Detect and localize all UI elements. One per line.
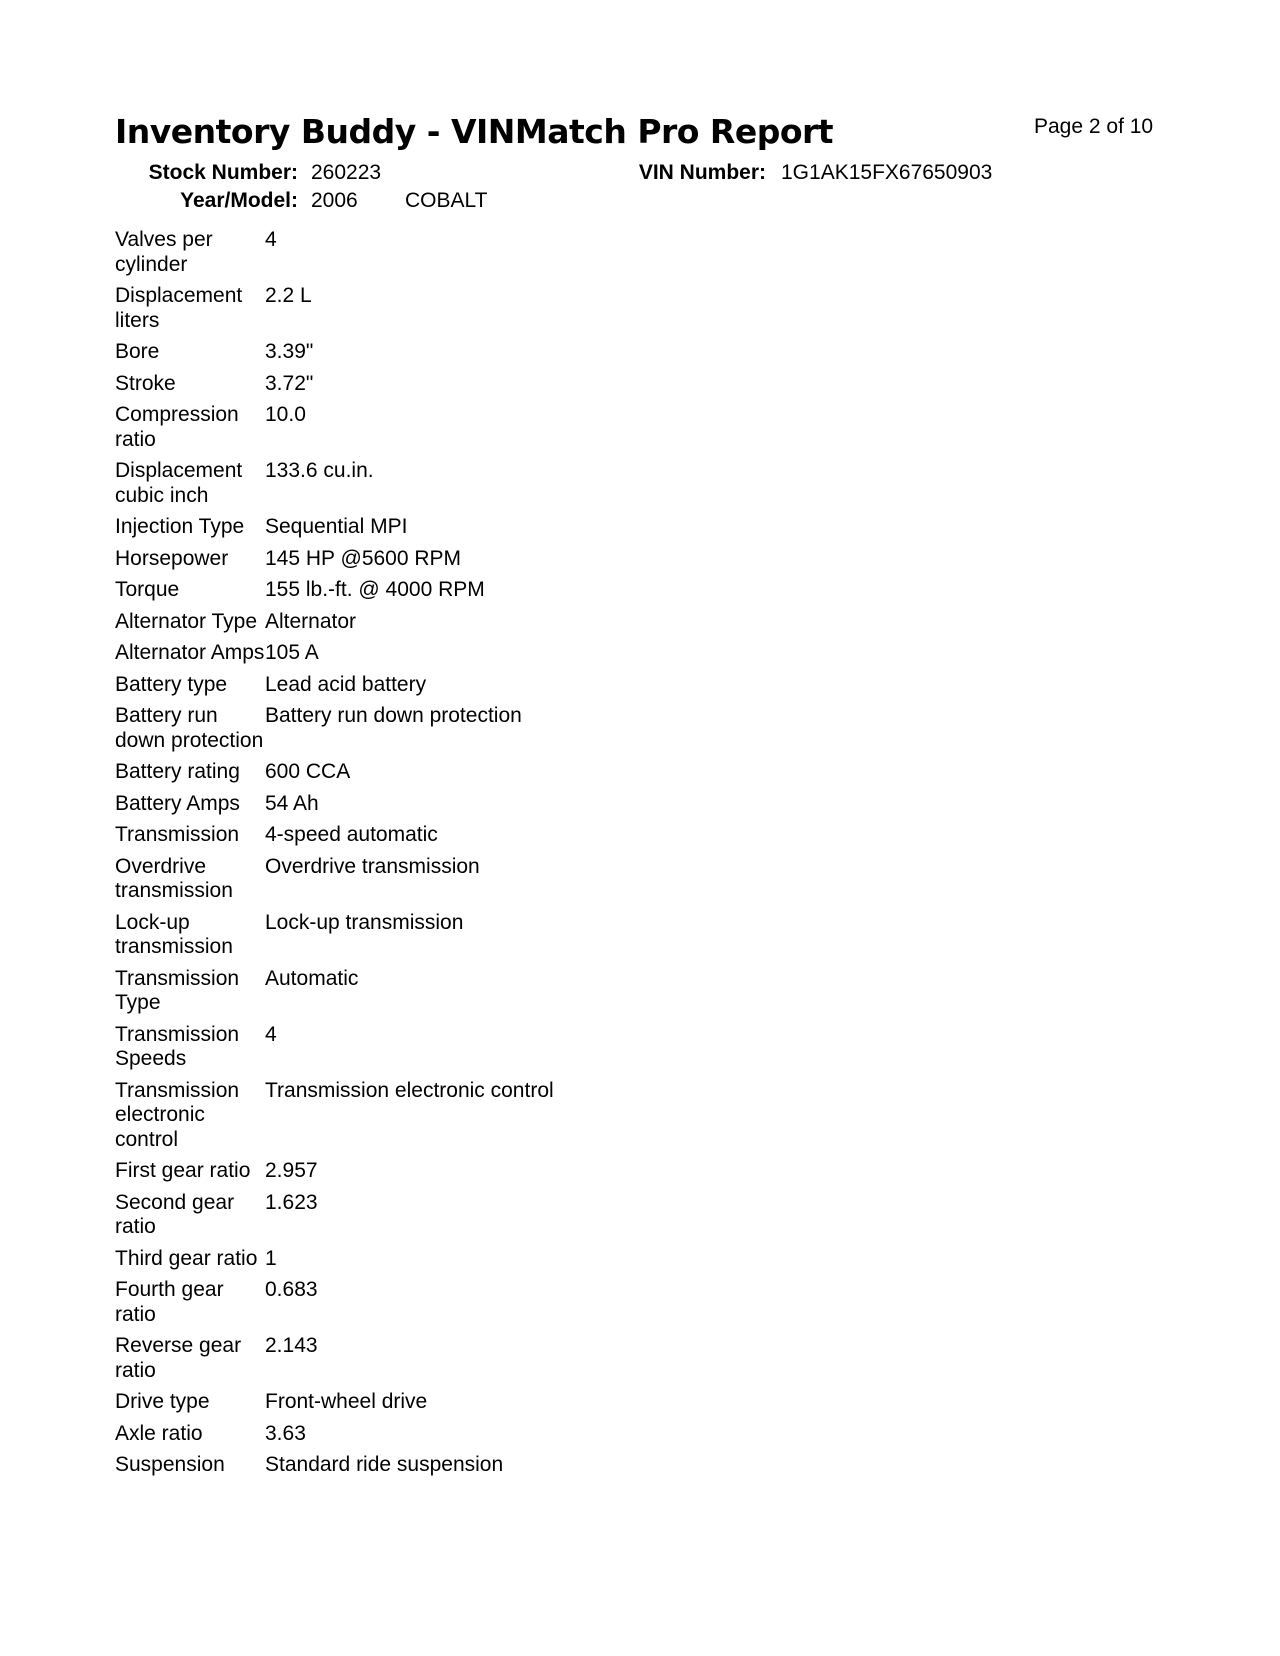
spec-value: 1 [265,1246,277,1270]
spec-label: Lock-up transmission [115,910,233,958]
spec-value: Alternator [265,609,357,633]
spec-row [115,1334,554,1390]
spec-label: Valves per cylinder [115,228,213,276]
spec-label: Battery rating [115,760,240,783]
spec-label: Drive type [115,1390,210,1413]
spec-table-body [115,228,554,1485]
spec-value: Overdrive transmission [265,854,480,878]
spec-row [115,704,554,760]
spec-value: 4 [265,1022,277,1046]
spec-row [115,284,554,340]
spec-label: Suspension [115,1453,225,1476]
spec-label: Compression ratio [115,403,239,451]
spec-row [115,1390,554,1422]
spec-label: Transmission [115,823,240,846]
spec-label: Alternator Amps [115,641,265,664]
spec-label: Displacement liters [115,284,243,332]
spec-label: Third gear ratio [115,1246,258,1270]
spec-value: 10.0 [265,403,306,426]
spec-label: Alternator Type [115,609,258,633]
spec-row [115,459,554,515]
spec-row [115,1422,554,1454]
spec-row [115,911,554,967]
year-model-label: Year/Model: [180,189,298,212]
spec-row [115,855,554,911]
spec-value: 1.623 [265,1190,318,1214]
spec-label: Battery type [115,672,228,696]
spec-value: 4-speed automatic [265,823,438,846]
spec-label: Displacement cubic inch [115,459,243,507]
spec-value: 600 CCA [265,760,351,783]
spec-row [115,547,554,579]
spec-row [115,403,554,459]
spec-value: 4 [265,228,277,251]
spec-value: 3.39" [265,340,314,363]
spec-label: First gear ratio [115,1159,251,1182]
spec-row [115,578,554,610]
spec-row [115,1278,554,1334]
spec-value: 105 A [265,641,319,664]
spec-label: Battery Amps [115,791,240,815]
spec-value: Front-wheel drive [265,1390,428,1413]
spec-row [115,372,554,404]
spec-value: 2.143 [265,1334,318,1357]
spec-row [115,792,554,824]
spec-label: Transmission Speeds [115,1022,240,1070]
spec-label: Reverse gear ratio [115,1334,242,1382]
spec-label: Battery run down protection [115,704,264,752]
spec-value: Standard ride suspension [265,1453,504,1476]
spec-value: Automatic [265,966,359,990]
spec-label: Transmission Type [115,966,240,1014]
spec-value: Lock-up transmission [265,910,464,934]
year-value: 2006 [311,189,358,212]
spec-value: Transmission electronic control [265,1078,554,1102]
spec-label: Fourth gear ratio [115,1278,224,1326]
spec-value: 3.72" [265,371,314,395]
spec-value: 155 lb.-ft. @ 4000 RPM [265,578,485,601]
spec-value: Battery run down protection [265,704,522,727]
spec-label: Second gear ratio [115,1190,235,1238]
spec-value: 3.63 [265,1421,306,1445]
spec-row [115,641,554,673]
spec-row [115,1079,554,1160]
spec-row [115,1247,554,1279]
vin-number-value: 1G1AK15FX67650903 [781,161,993,184]
spec-value: 54 Ah [265,791,319,815]
spec-table [115,228,554,1485]
spec-label: Overdrive transmission [115,854,233,902]
spec-label: Stroke [115,371,176,395]
spec-row [115,673,554,705]
spec-row [115,823,554,855]
spec-value: 0.683 [265,1278,318,1301]
page-number: Page 2 of 10 [1034,115,1154,138]
spec-row [115,760,554,792]
spec-label: Torque [115,578,180,601]
spec-value: Lead acid battery [265,672,427,696]
spec-value: 2.957 [265,1159,318,1182]
spec-label: Injection Type [115,515,245,538]
spec-row [115,340,554,372]
stock-number-label: Stock Number: [148,161,298,184]
spec-row [115,610,554,642]
spec-label: Axle ratio [115,1421,203,1445]
spec-row [115,228,554,284]
spec-row [115,1159,554,1191]
report-title: Inventory Buddy - VINMatch Pro Report [115,112,834,151]
spec-row [115,1191,554,1247]
spec-value: Sequential MPI [265,515,408,538]
vin-number-label: VIN Number: [638,161,766,184]
spec-label: Horsepower [115,546,229,570]
spec-row [115,1453,554,1485]
spec-label: Bore [115,340,160,363]
spec-label: Transmission electronic control [115,1078,240,1151]
spec-row [115,515,554,547]
spec-value: 145 HP @5600 RPM [265,546,462,570]
spec-value: 2.2 L [265,284,312,307]
spec-row [115,1023,554,1079]
stock-number-value: 260223 [311,161,382,184]
spec-row [115,967,554,1023]
spec-value: 133.6 cu.in. [265,459,374,482]
model-value: COBALT [405,189,488,212]
